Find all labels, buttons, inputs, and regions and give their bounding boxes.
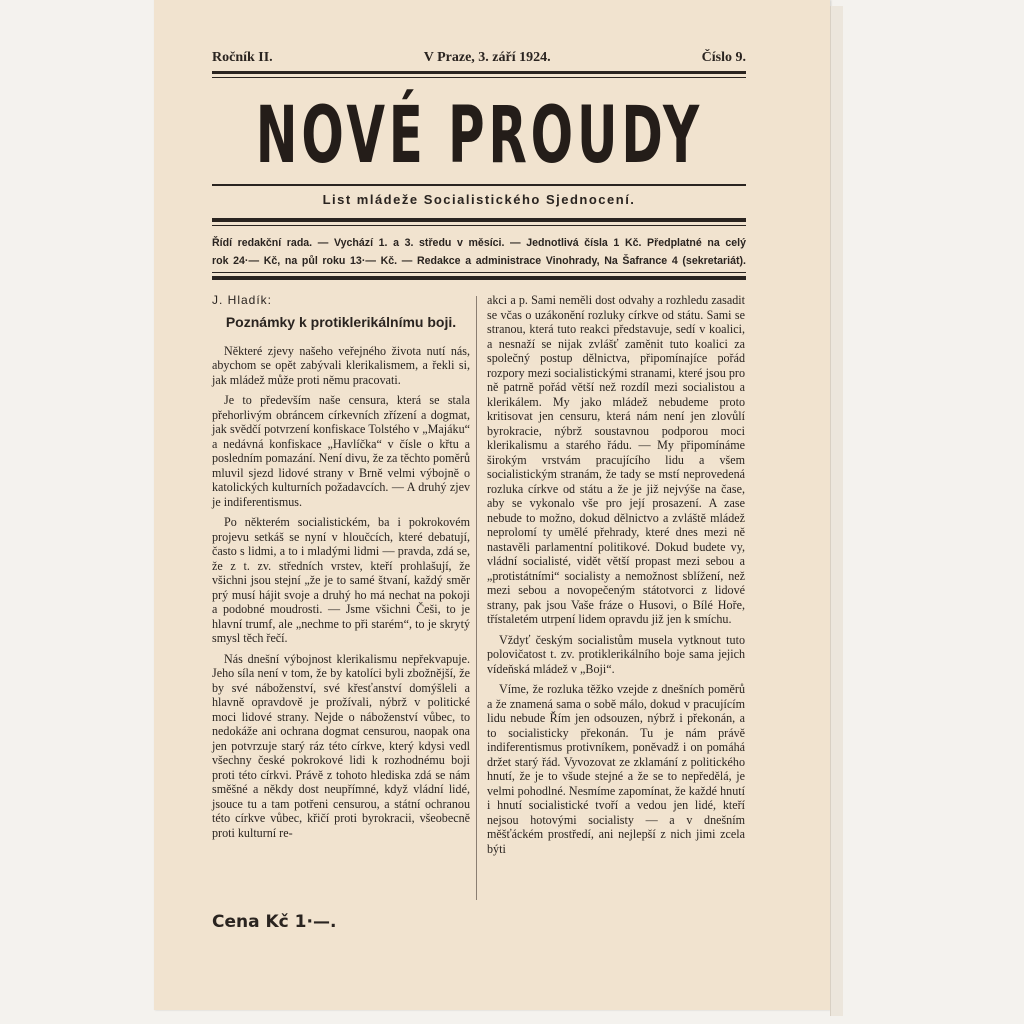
volume-label: Ročník II. bbox=[212, 50, 273, 65]
page-edge bbox=[830, 6, 843, 1016]
masthead bbox=[212, 88, 746, 184]
article-title: Poznámky k protiklerikálnímu boji. bbox=[225, 313, 457, 330]
info-rule-bottom-thin bbox=[212, 272, 746, 273]
article-paragraph: Nás dnešní výbojnost klerikalismu nepřekvapuje. Jeho síla není v tom, že by katolíci byli zbožnější, že by své náboženství, své křesťanství domýšleli a hlavně opravdově je prožívali, nýbrž v politické moci lidové strany. Nejde o náboženství vůbec, to nedokáže ani ochrana dogmat censurou, naopak ona jen potvrzuje starý ráz této církve, který kdysi vedl všechny české pokrokové lidi k rozhodnému boji proti této církvi. Právě z tohoto hlediska zdá se nám směšné a někdy dost neupřímné, když vládní lidé, jsouce tu a tam potřeni censurou, a státní ochranou této církve vůbec, křičí proti byrokracii, všeobecně proti kulturní re- bbox=[212, 651, 470, 840]
price-label: Cena Kč 1·—. bbox=[212, 912, 337, 932]
top-rule-thin bbox=[212, 77, 746, 78]
publication-info-line-1: Řídí redakční rada. — Vychází 1. a 3. středu v měsíci. — Jednotlivá čísla 1 Kč. Předplatné na celý bbox=[212, 237, 746, 249]
article-paragraph: Víme, že rozluka těžko vzejde z dnešních poměrů a že znamená sama o sobě málo, dokud v pracujícím lidu nebude Řím jen odsouzen, nýbrž i překonán, a to socialisticky překonán. Tu je nám právě indiferentismus protivníkem, poněvadž i on pomáhá držet starý řád. Vyvozovat ze zklamání z politického hnutí, že je to všude stejné a že se to nepředělá, je velmi pohodlné. Nesmíme zapomínat, že každé hnutí i hnutí socialistické tvoří a vedou jen lidé, kteří nejsou hotovými socialisty — a v dnešním měšťáckém prostředí, ani nejlepší z nich jimi zcela býti bbox=[487, 682, 745, 856]
publication-info bbox=[212, 234, 746, 270]
article-paragraph: Je to především naše censura, která se stala přehorlivým obráncem církevních zřízení a dogmat, jak svědčí potvrzení konfiskace Tolstého v „Majáku“ a nedávná konfiskace „Havlíčka“ v čísle o křtu a posledním pomazání. Není divu, že za těchto poměrů mluvil sjezd lidové strany v Brně velmi výbojně o katolických kulturních požadavcích. — A druhý zjev je indiferentismus. bbox=[212, 393, 470, 509]
article-paragraph: Některé zjevy našeho veřejného života nutí nás, abychom se opět zabývali klerikalismem, a řekli si, jak mládež může proti němu pracovati. bbox=[212, 343, 470, 387]
masthead-rule bbox=[212, 184, 746, 186]
info-rule-bottom-thick bbox=[212, 276, 746, 280]
info-rule-top-thin bbox=[212, 225, 746, 226]
column-divider bbox=[476, 296, 477, 900]
place-date-label: V Praze, 3. září 1924. bbox=[423, 50, 551, 65]
article-paragraph: Vždyť českým socialistům musela vytknout tuto polovičatost t. zv. protiklerikálního boje sama jejich vídeňská mládež v „Boji“. bbox=[487, 632, 745, 676]
top-rule-thick bbox=[212, 71, 746, 74]
masthead-title: NOVÉ PROUDY bbox=[255, 91, 703, 181]
article-column-right bbox=[487, 293, 745, 862]
publication-info-line-2: rok 24·— Kč, na půl roku 13·— Kč. — Redakce a administrace Vinohrady, Na Šafrance 4 (sekretariát). bbox=[212, 255, 746, 267]
article-column-left bbox=[212, 293, 470, 846]
subtitle: List mládeže Socialistického Sjednocení. bbox=[322, 192, 636, 207]
article-paragraph: akci a p. Sami neměli dost odvahy a rozhledu zasadit se včas o uzákonění rozluky církve od státu. Sami se stranou, která tuto reakci představuje, sedí v koalici, a nesnaží se nijak zvlášť zaměnit tuto koalici za společný postup dělnictva, připomínajíce pořád rozpory mezi socialistickými stranami, které jsou pro ně patrně pořád větší než rozdíl mezi socialistou a klerikálem. My jako mládež nebudeme proto kritisovat jen censuru, která nám není jen zlovůlí byrokracie, nýbrž soustavnou podporou moci klerikalismu a starého řádu. — My připomínáme širokým vrstvám pracujícího lidu a všem socialistickým stranám, že tady se mstí neprovedená rozluka církve od státu a že je již nejvýše na čase, aby se vykonalo vše pro její prosazení. A zase nebude to možno, dokud dělnictvo a zvláště mládež neprolomí ty umělé přehrady, které dnes mezi ně nastavěli parlamentní politikové. Dokud budete vy, vládní socialisté, vidět větší propast mezi sebou a „protistátními“ socialisty a nemožnost sblížení, než mezi sebou a novopečeným státotvorci z lidové strany, pak jsou Vaše fráze o Husovi, o Bílé Hoře, třístaletém utrpení lidem opravdu již jen k smíchu. bbox=[487, 293, 745, 626]
info-rule-top-thick bbox=[212, 218, 746, 222]
issue-meta-row bbox=[212, 50, 746, 66]
article-author: J. Hladík: bbox=[212, 293, 273, 307]
issue-number-label: Číslo 9. bbox=[701, 50, 746, 65]
article-paragraph: Po některém socialistickém, ba i pokrokovém projevu setkáš se nyní v hloučcích, které debatují, často s lidmi, a to i mladými lidmi — pravda, zdá se, že z t. zv. středních vrstev, kteří prohlašují, že všichni jsou stejní „že je to samé štvaní, každý směr prý musí hájit svoje a druhý ho má nechat na pokoji a podobné moudrosti. — Jsme všichni Češi, to je hlavní trumf, ale „nechme to při starém“, to je skrytý smysl těch řečí. bbox=[212, 515, 470, 645]
